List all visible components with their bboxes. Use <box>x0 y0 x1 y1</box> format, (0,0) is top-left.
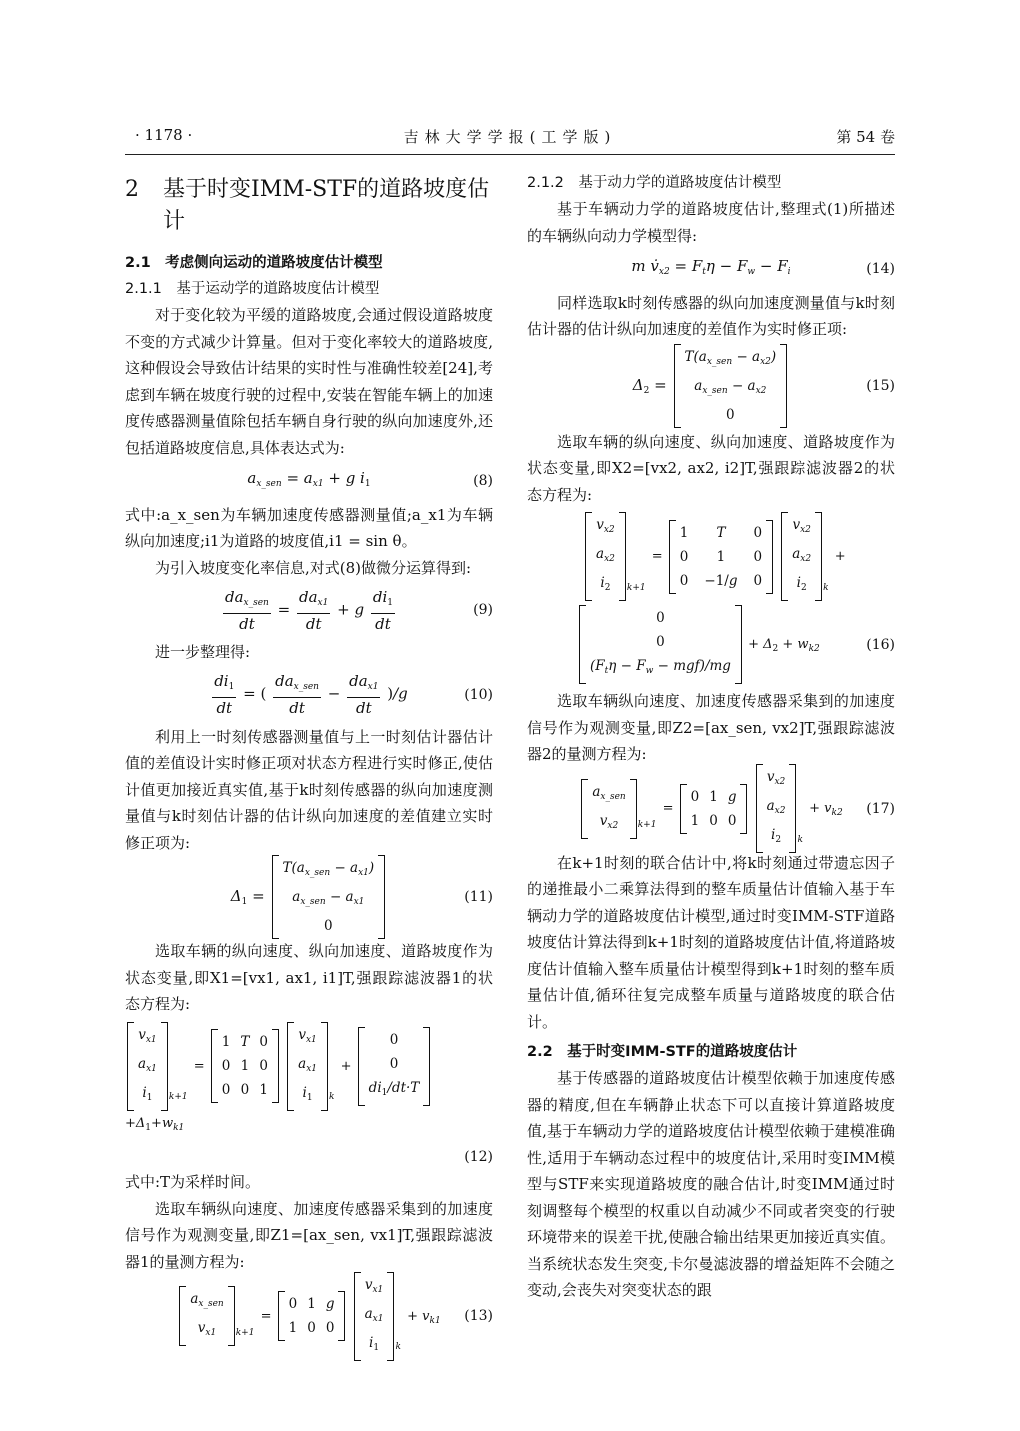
equation-13: $a_{x\_sen}$ $v_{x1}$ k+1 = 0 1 g 1 0 0 $v_{x1}$ $a_{x1}$ $i_1$ k + $v_{k1}$ (13) <box>125 1279 493 1353</box>
subsection-2-1-1: 2.1.1 基于运动学的道路坡度估计模型 <box>125 281 380 297</box>
equation-number: (17) <box>866 800 895 817</box>
equation-number: (8) <box>473 473 493 489</box>
section-number: 2 <box>125 177 139 202</box>
paragraph: 选取车辆纵向速度、加速度传感器采集到的加速度信号作为观测变量,即Z2=[ax_sen, vx2]T,强跟踪滤波器2的量测方程为: <box>527 692 895 763</box>
subsection-2-1-2: 2.1.2 基于动力学的道路坡度估计模型 <box>527 175 782 191</box>
left-column <box>125 170 493 1357</box>
subsection-2-2: 2.2 基于时变IMM-STF的道路坡度估计 <box>527 1044 798 1060</box>
journal-name: 吉林大学学报(工学版) <box>403 128 617 146</box>
paragraph: 基于传感器的道路坡度估计模型依赖于加速度传感器的精度,但在车辆静止状态下可以直接计算道路坡度值,基于车辆动力学的道路坡度估计模型依赖于建模准确性,适用于车辆动态过程中的坡度估计,采用时变IMM模型与STF来实现道路坡度的融合估计,时变IMM通过时刻调整每个模型的权重以自动减少不同或者突变的行驶环境带来的误差干扰,使融合输出结果更加接近真实值。当系统状态发生突变,卡尔曼滤波器的增益矩阵不会随之变动,会丧失对突变状态的跟 <box>527 1069 895 1299</box>
section-2-heading <box>125 174 493 238</box>
equation-number: (9) <box>473 601 493 618</box>
paragraph: 选取车辆的纵向速度、纵向加速度、道路坡度作为状态变量,即X1=[vx1, ax1, i1]T,强跟踪滤波器1的状态方程为: <box>125 942 493 1013</box>
equation-10: $\frac{di_1}{dt}$ = ( $\frac{da_{x\_sen}}{dt}$ − $\frac{da_{x1}}{dt}$ )/g (10) <box>214 672 493 717</box>
equation-17: $a_{x\_sen}$ $v_{x2}$ k+1 = 0 1 g 1 0 0 $v_{x2}$ $a_{x2}$ $i_2$ k + $v_{k2}$ (17) <box>527 772 895 846</box>
equation-16-part1: $v_{x2}$ $a_{x2}$ $i_2$ k+1 = 1 T 0 0 1 0 0 −1/g 0 $v_{x2}$ $a_{x2}$ $i_2$ k + <box>527 512 895 601</box>
equation-number: (12) <box>464 1149 493 1165</box>
paragraph: 式中:a_x_sen为车辆加速度传感器测量值;a_x1为车辆纵向加速度;i1为道路的坡度值,i1 = sin θ。 <box>125 505 493 550</box>
paragraph: 选取车辆纵向速度、加速度传感器采集到的加速度信号作为观测变量,即Z1=[ax_sen, vx1]T,强跟踪滤波器1的量测方程为: <box>125 1199 493 1271</box>
paragraph: 为引入坡度变化率信息,对式(8)做微分运算得到: <box>155 558 472 577</box>
equation-number: (16) <box>866 636 895 653</box>
subsection-2-1: 2.1 考虑侧向运动的道路坡度估计模型 <box>125 255 383 271</box>
section-title: 基于时变IMM-STF的道路坡度估计 <box>163 177 490 234</box>
paragraph: 选取车辆的纵向速度、纵向加速度、道路坡度作为状态变量,即X2=[vx2, ax2, i2]T,强跟踪滤波器2的状态方程为: <box>527 432 895 504</box>
equation-number: (13) <box>464 1307 493 1324</box>
equation-number: (15) <box>866 377 895 394</box>
paragraph: 基于车辆动力学的道路坡度估计,整理式(1)所描述的车辆纵向动力学模型得: <box>527 200 895 245</box>
equation-15: $\Delta_2$ = $T(a_{x\_sen} - a_{x2})$ $a_{x\_sen} - a_{x2}$ 0 (15) <box>527 347 895 425</box>
equation-16-part2: 0 0 $(F_t\eta - F_w - mgf)/mg$ + $\Delta_2 + w_{k2}$ (16) <box>527 605 895 684</box>
equation-number: (10) <box>464 686 493 703</box>
equation-14: m $v̇_{x2} = F_t\eta - F_w - F_i$ (14) <box>527 253 895 286</box>
paragraph: 利用上一时刻传感器测量值与上一时刻估计器估计值的差值设计实时修正项对状态方程进行实时修正,使估计值更加接近真实值,基于k时刻传感器的纵向加速度测量值与k时刻估计器的估计纵向加速度的差值建立实时修正项为: <box>125 727 493 852</box>
equation-9: $\frac{da_{x\_sen}}{dt}$ = $\frac{da_{x1}}{dt}$ + g $\frac{di_1}{dt}$ (9) <box>224 587 493 633</box>
equation-12: $v_{x1}$ $a_{x1}$ $i_1$ k+1 = 1 T 0 0 1 0 0 0 1 $v_{x1}$ $a_{x1}$ $i_1$ k + 0 0 $di_1/dt\cdot T$ $+\Delta_1+w_{k1}$ <box>125 1022 493 1142</box>
equation-8: $a_{x\_sen} = a_{x1} + g$ $i_1$ (8) <box>125 465 493 498</box>
equation-11: $\Delta_1$ = $T(a_{x\_sen} - a_{x1})$ $a_{x\_sen} - a_{x1}$ 0 (11) <box>125 860 493 934</box>
page-number: · 1178 · <box>135 126 193 144</box>
paragraph: 对于变化较为平缓的道路坡度,会通过假设道路坡度不变的方式减少计算量。但对于变化率较大的道路坡度,这种假设会导致估计结果的实时性与准确性较差[24],考虑到车辆在坡度行驶的过程中,安装在智能车辆上的加速度传感器测量值除包括车辆自身行驶的纵向加速度外,还包括道路坡度信息,具体表达式为: <box>125 306 493 457</box>
equation-number: (14) <box>866 261 895 277</box>
paragraph: 同样选取k时刻传感器的纵向加速度测量值与k时刻估计器的估计纵向加速度的差值作为实时修正项: <box>527 293 895 338</box>
paragraph: 进一步整理得: <box>155 643 251 661</box>
paragraph: 在k+1时刻的联合估计中,将k时刻通过带遗忘因子的递推最小二乘算法得到的整车质量估计值输入基于车辆动力学的道路坡度估计模型,通过时变IMM-STF道路坡度估计算法得到k+1时刻的道路坡度估计值,将道路坡度估计值输入整车质量估计模型得到k+1时刻的整车质量估计值,循环往复完成整车质量与道路坡度的联合估计。 <box>527 853 895 1031</box>
volume-label: 第 54 卷 <box>836 128 895 146</box>
running-header <box>125 126 895 155</box>
paragraph: 式中:T为采样时间。 <box>125 1173 261 1191</box>
right-column <box>527 170 895 1304</box>
equation-number: (11) <box>464 888 493 905</box>
